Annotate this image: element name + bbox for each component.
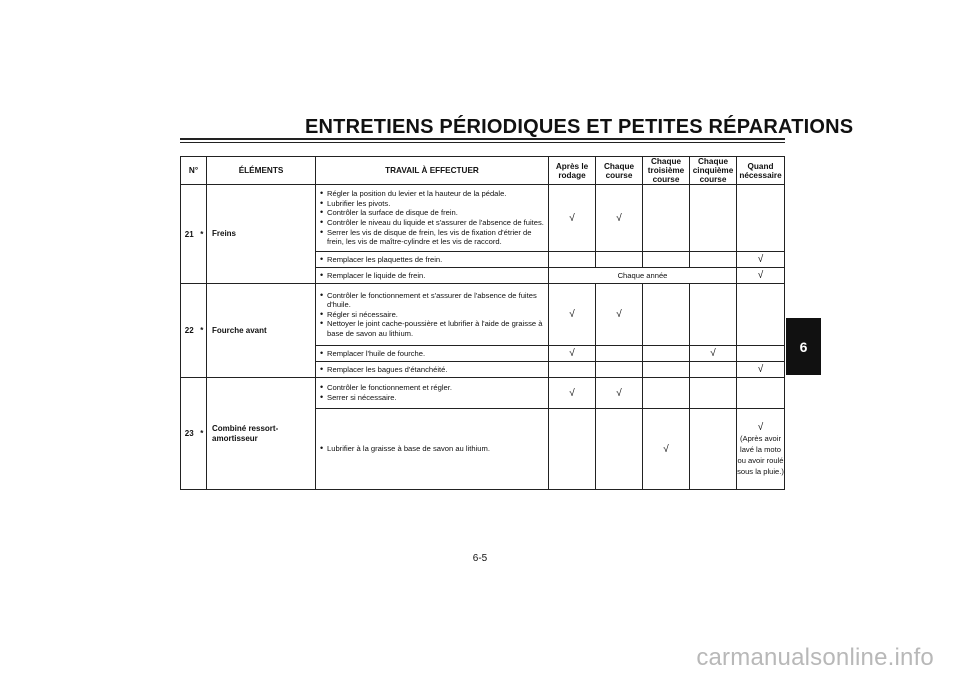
- header-quand: Quand nécessaire: [737, 157, 785, 185]
- item-number: 22: [181, 284, 198, 378]
- check-mark: √: [596, 284, 643, 346]
- work-item: • Régler si nécessaire.: [320, 310, 545, 320]
- page-number: 6-5: [472, 553, 488, 564]
- work-item: • Nettoyer le joint cache-poussière et lubrifier à l'aide de graisse à base de savon au lithium.: [320, 319, 545, 338]
- work-item: • Lubrifier à la graisse à base de savon au lithium.: [320, 444, 545, 454]
- header-num: N°: [181, 157, 207, 185]
- header-work: TRAVAIL À EFFECTUER: [316, 157, 549, 185]
- work-item: • Serrer si nécessaire.: [320, 393, 545, 403]
- check-mark: √: [757, 421, 764, 433]
- work-item: • Serrer les vis de disque de frein, les vis de fixation d'étrier de frein, les vis de maître-cylindre et les vis de raccord.: [320, 228, 545, 247]
- item-number: 21: [181, 185, 198, 284]
- work-cell: [316, 268, 549, 284]
- when-needed-note: (Après avoir lavé la moto ou avoir roulé sous la pluie.): [737, 433, 784, 476]
- table-row: [181, 284, 785, 346]
- when-needed-cell: [737, 409, 785, 490]
- header-row: [181, 157, 785, 185]
- work-item: • Remplacer les bagues d'étanchéité.: [320, 365, 545, 375]
- watermark: carmanualsonline.info: [696, 644, 934, 671]
- title-rule-thin: [180, 142, 785, 143]
- check-mark: √: [549, 284, 596, 346]
- header-troisieme: Chaque troisième course: [643, 157, 690, 185]
- work-cell: [316, 378, 549, 409]
- check-mark: √: [737, 362, 785, 378]
- maintenance-table: [180, 156, 785, 490]
- check-mark: √: [596, 378, 643, 409]
- work-item: • Remplacer les plaquettes de frein.: [320, 255, 545, 265]
- title-rule: [180, 138, 785, 140]
- work-cell: [316, 362, 549, 378]
- work-cell: [316, 185, 549, 252]
- star-marker: *: [198, 378, 207, 490]
- work-item: • Contrôler le fonctionnement et s'assurer de l'absence de fuites d'huile.: [320, 291, 545, 310]
- check-mark: √: [690, 346, 737, 362]
- table-row: [181, 185, 785, 252]
- check-mark: √: [643, 409, 690, 490]
- header-chaque: Chaque course: [596, 157, 643, 185]
- item-number: 23: [181, 378, 198, 490]
- page-title: ENTRETIENS PÉRIODIQUES ET PETITES RÉPARATIONS: [305, 116, 854, 138]
- check-mark: √: [737, 268, 785, 284]
- work-item: • Régler la position du levier et la hauteur de la pédale.: [320, 189, 545, 199]
- header-elements: ÉLÉMENTS: [207, 157, 316, 185]
- work-cell: [316, 346, 549, 362]
- check-mark: √: [549, 378, 596, 409]
- chapter-tab: 6: [786, 318, 821, 375]
- check-mark: √: [737, 252, 785, 268]
- work-item: • Contrôler le fonctionnement et régler.: [320, 383, 545, 393]
- work-item: • Contrôler le niveau du liquide et s'assurer de l'absence de fuites.: [320, 218, 545, 228]
- table-row: [181, 378, 785, 409]
- check-mark: √: [549, 185, 596, 252]
- interval-text: Chaque année: [549, 268, 737, 284]
- header-apres: Après le rodage: [549, 157, 596, 185]
- work-item: • Lubrifier les pivots.: [320, 199, 545, 209]
- work-item: • Remplacer le liquide de frein.: [320, 271, 545, 281]
- check-mark: √: [549, 346, 596, 362]
- work-cell: [316, 409, 549, 490]
- work-cell: [316, 252, 549, 268]
- work-cell: [316, 284, 549, 346]
- star-marker: *: [198, 284, 207, 378]
- header-cinquieme: Chaque cinquième course: [690, 157, 737, 185]
- work-item: • Remplacer l'huile de fourche.: [320, 349, 545, 359]
- item-element: Fourche avant: [207, 284, 316, 378]
- item-element: Combiné ressort-amortisseur: [207, 378, 316, 490]
- star-marker: *: [198, 185, 207, 284]
- work-item: • Contrôler la surface de disque de frein.: [320, 208, 545, 218]
- check-mark: √: [596, 185, 643, 252]
- item-element: Freins: [207, 185, 316, 284]
